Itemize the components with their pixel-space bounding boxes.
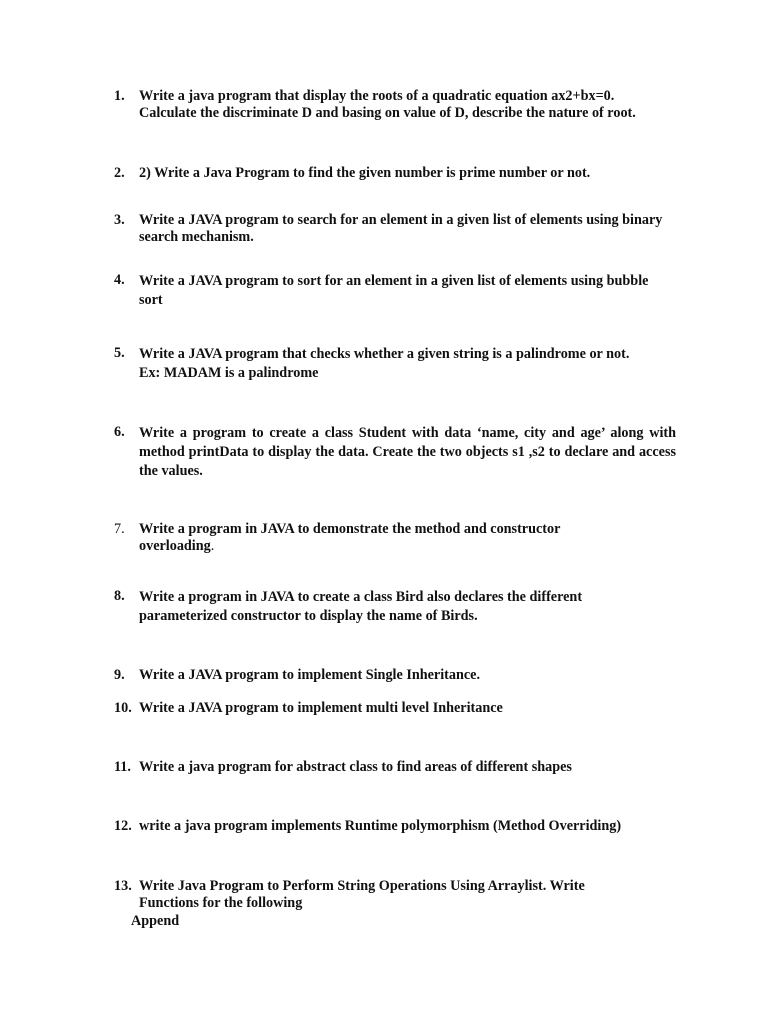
question-text: Write a JAVA program to sort for an element in a given list of elements using bubble sort bbox=[139, 273, 649, 308]
question-3 bbox=[114, 212, 676, 246]
question-text: Write a java program that display the roots of a quadratic equation ax2+bx=0. Calculate the discriminate D and basing on value of D, describe the nature of root. bbox=[139, 88, 636, 121]
question-5 bbox=[114, 345, 676, 383]
question-1 bbox=[114, 88, 676, 122]
question-12 bbox=[114, 818, 676, 835]
question-number: 4. bbox=[114, 272, 125, 288]
question-number: 13. bbox=[114, 878, 132, 894]
question-10 bbox=[114, 700, 676, 717]
question-text: Write a JAVA program that checks whether a given string is a palindrome or not. Ex: MADAM is a palindrome bbox=[139, 346, 630, 381]
question-number: 7. bbox=[114, 521, 125, 537]
question-number: 11. bbox=[114, 759, 131, 775]
question-text: Write a java program for abstract class to find areas of different shapes bbox=[139, 759, 572, 775]
question-number: 9. bbox=[114, 667, 125, 683]
question-number: 3. bbox=[114, 212, 125, 228]
question-number: 2. bbox=[114, 165, 125, 181]
question-number: 12. bbox=[114, 818, 132, 834]
question-number: 8. bbox=[114, 588, 125, 604]
question-7 bbox=[114, 521, 676, 555]
question-text: Write a JAVA program to search for an element in a given list of elements using binary search mechanism. bbox=[139, 212, 663, 245]
question-13 bbox=[114, 878, 676, 912]
question-text: Write a program to create a class Student with data ‘name, city and age’ along with method printData to display the data. Create the two objects s1 ,s2 to declare and access the values. bbox=[139, 425, 676, 479]
sub-item-append: Append bbox=[131, 913, 180, 929]
question-text: write a java program implements Runtime polymorphism (Method Overriding) bbox=[139, 818, 622, 834]
question-text: Write a program in JAVA to demonstrate the method and constructor overloading bbox=[139, 521, 561, 554]
question-number: 10. bbox=[114, 700, 132, 716]
question-number: 6. bbox=[114, 424, 125, 440]
question-number: 1. bbox=[114, 88, 125, 104]
question-6 bbox=[114, 424, 676, 481]
question-11 bbox=[114, 759, 676, 776]
question-text: Write a JAVA program to implement multi level Inheritance bbox=[139, 700, 503, 716]
question-4 bbox=[114, 272, 676, 310]
question-text: Write Java Program to Perform String Operations Using Arraylist. Write Functions for the following bbox=[139, 878, 585, 911]
question-9 bbox=[114, 667, 676, 684]
question-number: 5. bbox=[114, 345, 125, 361]
question-text: Write a JAVA program to implement Single Inheritance. bbox=[139, 667, 481, 683]
question-text-tail: . bbox=[210, 538, 215, 554]
question-8 bbox=[114, 588, 676, 626]
question-text: 2) Write a Java Program to find the given number is prime number or not. bbox=[139, 165, 591, 181]
question-2 bbox=[114, 165, 676, 182]
question-text: Write a program in JAVA to create a class Bird also declares the different parameterized constructor to display the name of Birds. bbox=[139, 589, 583, 624]
